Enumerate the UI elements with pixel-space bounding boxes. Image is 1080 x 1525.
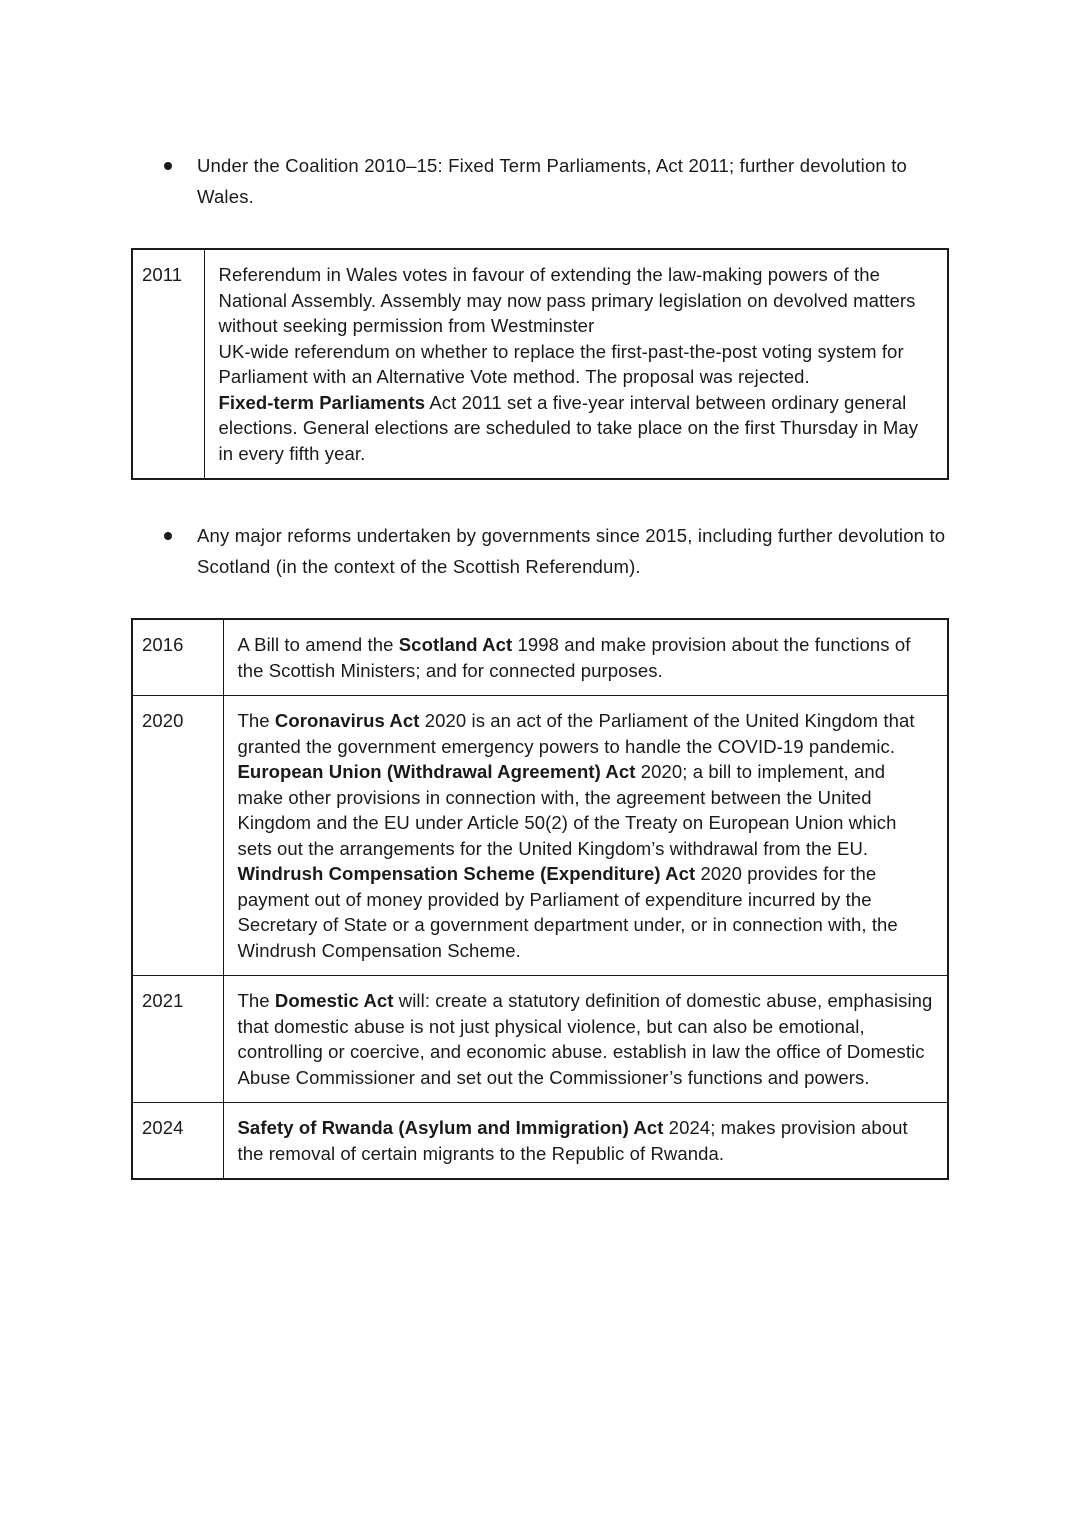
bullet-dot-icon: [164, 532, 172, 540]
paragraph-text: A Bill to amend the: [237, 634, 399, 655]
document-body: [131, 150, 947, 1180]
paragraph-text-after: will: create a statutory definition of domestic abuse, emphasising that domestic abuse is not just physical violence, but can also be emotional, controlling or coercive, and economic abuse. establish in law the office of Domestic Abuse Commissioner and set out the Commissioner’s functions and powers.: [237, 990, 933, 1088]
bullet-text-coalition: Under the Coalition 2010–15: Fixed Term Parliaments, Act 2011; further devolution to Wales.: [197, 155, 908, 207]
paragraph-text: Act 2011 set a five-year interval between ordinary general elections. General elections are scheduled to take place on the first Thursday in May in every fifth year.: [218, 391, 919, 464]
spacer-one: [131, 212, 947, 248]
year-cell-2024: 2024: [132, 1103, 223, 1180]
paragraph-text: The: [237, 710, 275, 731]
spacer-three: [131, 582, 947, 618]
year-cell-2011: 2011: [132, 249, 204, 479]
table-row: [132, 1103, 948, 1180]
paragraph-text: 2020; a bill to implement, and make other provisions in connection with, the agreement between the United Kingdom and the EU under Article 50(2) of the Treaty on European Union which sets out the arrangements for the United Kingdom’s withdrawal from the EU.: [237, 761, 897, 859]
paragraph-text: UK-wide referendum on whether to replace the first-past-the-post voting system for Parliament with an Alternative Vote method. The proposal was rejected.: [218, 340, 904, 387]
paragraph-text-after: 2020 is an act of the Parliament of the United Kingdom that granted the government emergency powers to handle the COVID-19 pandemic.: [237, 710, 915, 757]
paragraph-bold-lead: Fixed-term Parliaments: [218, 391, 426, 413]
paragraph-bold-mid: Domestic Act: [274, 990, 394, 1011]
table-2011-body: [132, 249, 948, 479]
year-cell-2020: 2020: [132, 696, 223, 976]
table-row: [132, 976, 948, 1103]
bullet-item-coalition: [131, 150, 947, 212]
table-row: [132, 619, 948, 696]
legislation-table-recent: [131, 618, 949, 1180]
paragraph-fixed-term-parliaments: [219, 390, 936, 467]
paragraph-text: The: [237, 990, 275, 1011]
bullet-dot-icon: [164, 162, 172, 170]
paragraph-bold-mid: Coronavirus Act: [274, 710, 420, 731]
table-row: [132, 249, 948, 479]
paragraph-text: Referendum in Wales votes in favour of extending the law-making powers of the National Assembly. Assembly may now pass primary legislation on devolved matters without seeking permission from Westminster: [218, 264, 916, 336]
bullet-list-coalition: [131, 150, 947, 212]
table-row: [132, 696, 948, 976]
paragraph-bold-lead: Safety of Rwanda (Asylum and Immigration) Act: [237, 1117, 664, 1138]
paragraph-safety-of-rwanda-act: [238, 1115, 936, 1166]
paragraph-eu-withdrawal-act: [238, 759, 936, 861]
paragraph-coronavirus-act: [238, 708, 936, 759]
bullet-text-reforms: Any major reforms undertaken by governments since 2015, including further devolution to Scotland (in the context of the Scottish Referendum).: [197, 525, 946, 577]
description-cell-2016: [223, 619, 948, 696]
description-cell-2020: [223, 696, 948, 976]
legislation-table-2011: [131, 248, 949, 480]
description-cell-2011: [204, 249, 948, 479]
bullet-list-reforms: [131, 520, 947, 582]
paragraph-bold-lead: European Union (Withdrawal Agreement) Act: [237, 761, 636, 782]
paragraph-text-after: 1998 and make provision about the functions of the Scottish Ministers; and for connected purposes.: [237, 634, 911, 681]
paragraph-text: 2024; makes provision about the removal of certain migrants to the Republic of Rwanda.: [237, 1117, 908, 1164]
paragraph-windrush-act: [238, 861, 936, 963]
paragraph-scotland-act: [238, 632, 936, 683]
description-cell-2021: [223, 976, 948, 1103]
paragraph-bold-lead: Windrush Compensation Scheme (Expenditure) Act: [237, 863, 696, 884]
paragraph-av-referendum: [219, 339, 936, 390]
description-cell-2024: [223, 1103, 948, 1180]
spacer-two: [131, 480, 947, 520]
table-recent-body: [132, 619, 948, 1179]
paragraph-wales-referendum: [219, 262, 936, 339]
paragraph-text: 2020 provides for the payment out of money provided by Parliament of expenditure incurred by the Secretary of State or a government department under, or in connection with, the Windrush Compensation Scheme.: [237, 863, 898, 961]
year-cell-2021: 2021: [132, 976, 223, 1103]
year-cell-2016: 2016: [132, 619, 223, 696]
bullet-item-reforms-since-2015: [131, 520, 947, 582]
paragraph-bold-mid: Scotland Act: [398, 634, 513, 655]
paragraph-domestic-act: [238, 988, 936, 1090]
